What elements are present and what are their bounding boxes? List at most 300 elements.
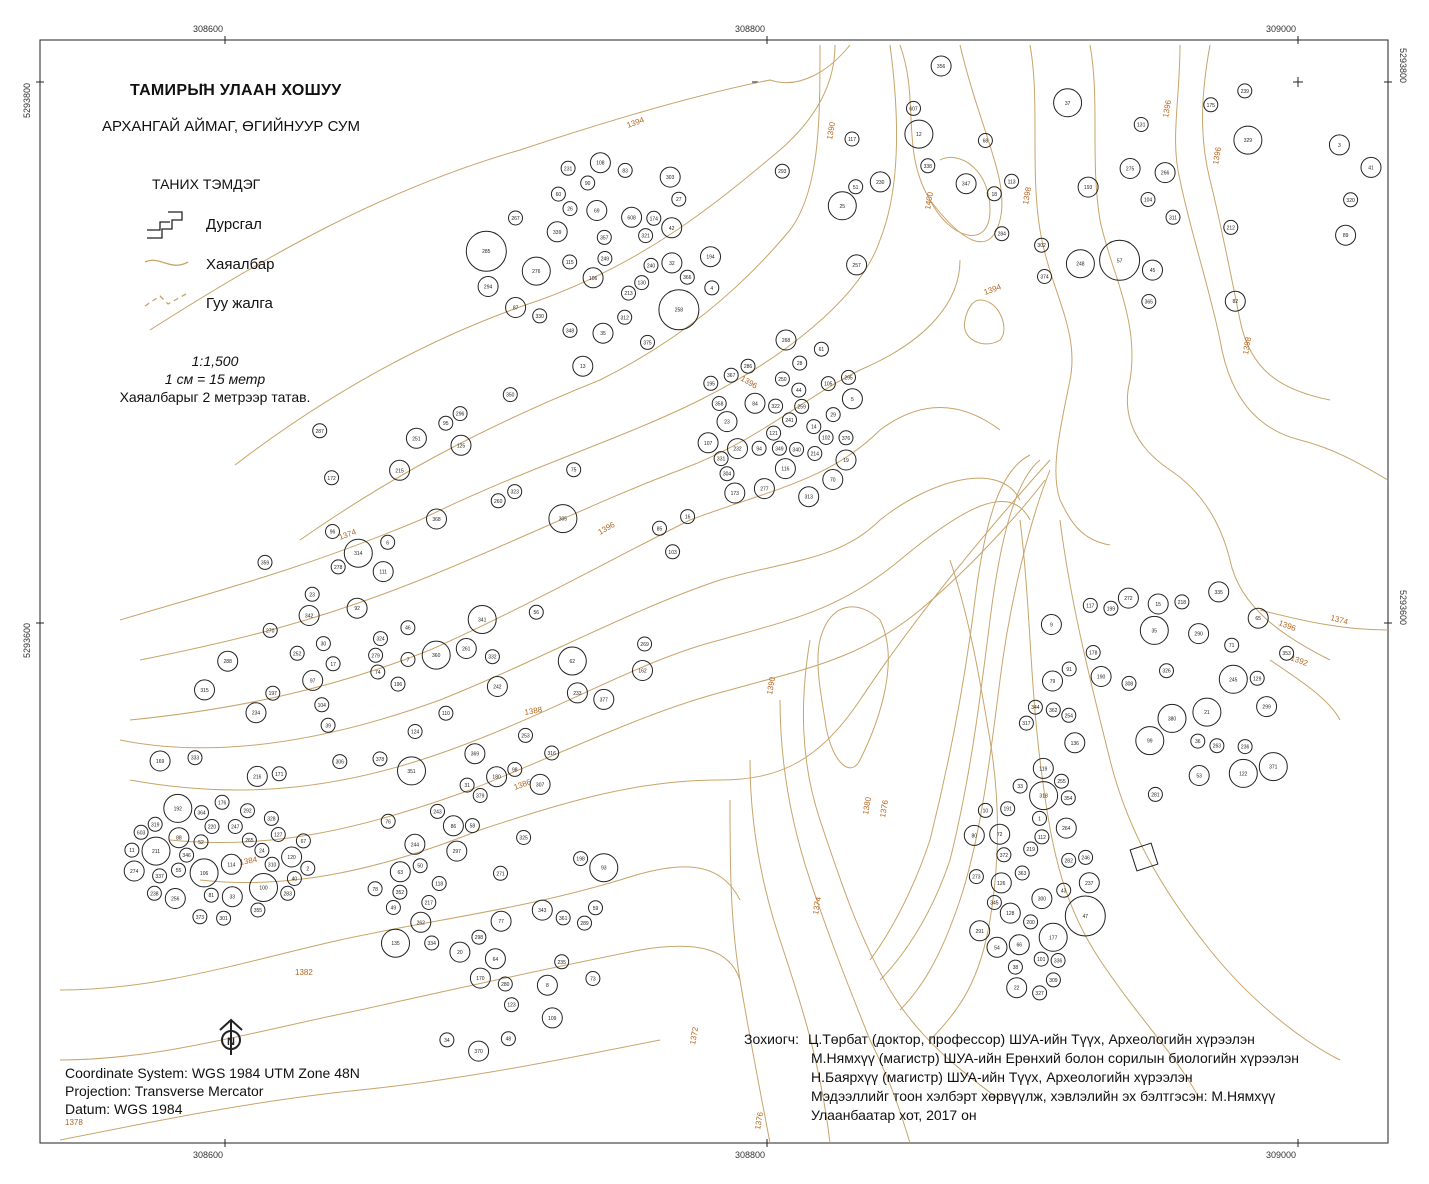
monument <box>590 854 618 882</box>
monument-number: 90 <box>584 181 591 187</box>
monument <box>1000 903 1020 923</box>
contour-line-icon <box>145 260 188 265</box>
monument-number: 135 <box>391 941 400 948</box>
monument <box>1007 978 1027 998</box>
monument <box>282 847 302 867</box>
monument-number: 108 <box>596 160 605 167</box>
monument-number: 200 <box>1026 919 1035 926</box>
monument <box>386 901 400 915</box>
monument <box>1141 193 1155 207</box>
monument <box>537 975 557 995</box>
monument <box>542 1008 562 1028</box>
monument <box>1100 240 1140 280</box>
contour-label: 1396 <box>1161 99 1174 119</box>
monument <box>450 942 470 962</box>
monument <box>1140 616 1168 644</box>
monument-number: 373 <box>195 914 205 921</box>
monument <box>333 755 347 769</box>
monument <box>635 276 649 290</box>
monument <box>647 211 661 225</box>
monument-number: 259 <box>797 404 806 411</box>
monument <box>775 164 789 178</box>
monument <box>583 268 603 288</box>
monument-number: 262 <box>416 920 425 927</box>
monument-number: 235 <box>557 959 566 966</box>
monument-number: 237 <box>1085 880 1094 887</box>
monument-number: 8 <box>546 983 549 990</box>
monument <box>819 431 833 445</box>
monument <box>931 56 951 76</box>
monument <box>1142 295 1156 309</box>
monument-number: 19 <box>843 458 849 464</box>
monument-number: 124 <box>410 729 420 736</box>
monument <box>826 408 840 422</box>
monument-number: 99 <box>1147 738 1153 745</box>
monument-number: 27 <box>676 197 682 204</box>
monument-number: 276 <box>532 269 541 276</box>
monument-number: 63 <box>397 869 404 876</box>
monument-number: 136 <box>1070 740 1079 747</box>
monument-number: 58 <box>469 823 476 830</box>
credits-label: Зохиогч: <box>744 1031 799 1047</box>
monument <box>1122 676 1136 690</box>
monument <box>618 163 632 177</box>
monument-number: 33 <box>229 894 236 901</box>
map-title: ТАМИРЫ̆Н УЛААН ХОШУУ <box>130 82 342 99</box>
monument <box>662 253 682 273</box>
monument <box>995 227 1009 241</box>
monument <box>1344 193 1358 207</box>
monument <box>551 187 565 201</box>
monument <box>1038 270 1052 284</box>
monument <box>509 211 523 225</box>
monument-number: 320 <box>1346 197 1355 204</box>
monument <box>1035 830 1049 844</box>
monument-number: 254 <box>1064 713 1073 720</box>
monument <box>205 820 219 834</box>
monument <box>978 134 992 148</box>
contour-label: 1390 <box>825 121 838 141</box>
monument-number: 191 <box>1003 806 1012 813</box>
monument <box>1078 177 1098 197</box>
monument <box>1155 163 1175 183</box>
monument <box>390 460 410 480</box>
monument <box>422 896 436 910</box>
monument <box>124 861 144 881</box>
monument <box>401 621 415 635</box>
monument-number: 284 <box>997 231 1006 238</box>
monument-number: 172 <box>327 475 336 482</box>
monument-number: 51 <box>852 184 859 191</box>
monument <box>622 207 642 227</box>
monument-number: 242 <box>493 684 502 691</box>
monument <box>849 180 863 194</box>
monument-number: 263 <box>1212 743 1222 750</box>
monument-number: 264 <box>1062 826 1071 833</box>
monument-number: 40 <box>291 876 298 883</box>
monument <box>987 896 1001 910</box>
monument <box>1034 952 1048 966</box>
monument-number: 126 <box>997 880 1006 887</box>
monument <box>491 911 511 931</box>
monument-number: 20 <box>457 950 463 957</box>
datum: Datum: WGS 1984 <box>65 1101 183 1117</box>
monument-number: 5 <box>851 396 854 403</box>
monument-number: 114 <box>227 862 236 869</box>
monument-number: 69 <box>594 208 600 215</box>
monument-number: 278 <box>334 564 343 571</box>
contour-label: 1374 <box>1329 613 1350 627</box>
monument <box>255 843 269 857</box>
contour-label: 1380 <box>861 796 874 816</box>
easting-label-bottom: 308800 <box>735 1150 766 1160</box>
monument-number: 335 <box>1214 589 1223 596</box>
monument-number: 52 <box>198 839 204 846</box>
monument <box>315 698 329 712</box>
monument-number: 130 <box>637 280 646 287</box>
monument <box>1191 734 1205 748</box>
coordinate-system: Coordinate System: WGS 1984 UTM Zone 48N <box>65 1065 360 1081</box>
monument <box>519 728 533 742</box>
monument <box>264 811 278 825</box>
monument <box>1210 739 1224 753</box>
monument <box>1005 174 1019 188</box>
monument-number: 36 <box>1195 739 1201 746</box>
monument-number: 31 <box>464 783 470 790</box>
monument-number: 260 <box>494 498 503 505</box>
contour-label: 1386 <box>512 777 533 792</box>
monument <box>1189 766 1209 786</box>
contour-label: 1382 <box>295 968 313 977</box>
monument-number: 102 <box>821 435 831 442</box>
monument <box>1250 671 1264 685</box>
monument-number: 269 <box>640 642 649 648</box>
monument <box>371 665 385 679</box>
northing-label-right: 5293600 <box>1398 590 1408 626</box>
monument-number: 64 <box>492 956 499 963</box>
monument <box>821 377 835 391</box>
north-arrow-letter: N <box>227 1036 235 1048</box>
contour-line <box>120 475 1020 748</box>
monument <box>567 463 581 477</box>
monument-number: 371 <box>1269 764 1278 771</box>
contour-label: 1394 <box>625 115 646 130</box>
monument <box>533 309 547 323</box>
monument-number: 100 <box>259 885 268 892</box>
monument <box>440 1033 454 1047</box>
scale-equivalence: 1 см = 15 метр <box>164 371 266 387</box>
monument <box>503 388 517 402</box>
monument-number: 195 <box>706 381 715 388</box>
monument <box>1024 915 1038 929</box>
monument-number: 82 <box>1232 299 1239 306</box>
contour-line <box>130 498 1030 790</box>
monument <box>505 998 519 1012</box>
monument <box>847 255 867 275</box>
monument <box>970 921 990 941</box>
monument-number: 301 <box>219 916 228 923</box>
monument <box>823 470 843 490</box>
monument-number: 377 <box>599 697 608 704</box>
monument-number: 4 <box>710 285 714 292</box>
monument-number: 85 <box>656 526 663 533</box>
monument-number: 331 <box>716 456 726 463</box>
monument-number: 348 <box>565 328 575 335</box>
contour-label: 1396 <box>1211 146 1224 166</box>
monument-number: 266 <box>1160 170 1170 177</box>
monument-number: 18 <box>991 191 998 198</box>
monument <box>563 202 577 216</box>
monument-number: 218 <box>1177 599 1187 606</box>
monument-number: 250 <box>778 377 787 383</box>
monument-number: 243 <box>433 809 442 816</box>
monument <box>460 778 474 792</box>
contour-line <box>60 946 740 1060</box>
monument-number: 87 <box>512 305 519 312</box>
monument-number: 296 <box>455 411 465 418</box>
monument <box>618 310 632 324</box>
monument-number: 336 <box>1053 958 1063 965</box>
monument-number: 43 <box>1060 888 1067 895</box>
monument <box>659 290 699 330</box>
monument <box>1001 802 1015 816</box>
credits-line: Ц.Төрбат (доктор, профессор) ШУА-ийн Түүх, Археологийн хүрээлэн <box>808 1031 1255 1047</box>
monument-number: 378 <box>375 756 385 763</box>
monument <box>147 886 161 900</box>
monument <box>842 389 862 409</box>
monument <box>456 639 476 659</box>
monument-number: 37 <box>1064 100 1071 107</box>
monument-number: 216 <box>253 774 262 781</box>
monument <box>218 651 238 671</box>
monument-number: 362 <box>1049 707 1058 714</box>
monument <box>1032 889 1052 909</box>
monument <box>408 725 422 739</box>
monument-number: 65 <box>1255 616 1261 623</box>
monument <box>451 435 471 455</box>
credits-line: Мэдээллийг тоон хэлбэрт хөрвүүлж, хэвлэлийн эх бэлтгэсэн: М.Нямхүү <box>811 1088 1276 1104</box>
monument-number: 315 <box>200 687 209 694</box>
monument <box>164 794 192 822</box>
monument-number: 81 <box>208 893 215 900</box>
monument <box>839 431 853 445</box>
monument-number: 178 <box>1089 650 1098 657</box>
monument-number: 214 <box>810 451 819 458</box>
monument-number: 117 <box>848 137 856 143</box>
monument <box>188 751 202 765</box>
monument <box>142 837 170 865</box>
monument <box>501 1032 515 1046</box>
monument-number: 310 <box>267 862 277 869</box>
monument <box>453 407 467 421</box>
monument-number: 275 <box>1125 166 1135 173</box>
contour-line <box>1176 45 1388 480</box>
monument <box>272 767 286 781</box>
monument-number: 94 <box>756 446 762 453</box>
monument-number: 70 <box>830 477 836 484</box>
monument <box>251 903 265 917</box>
monument <box>1238 84 1252 98</box>
monument-number: 356 <box>936 64 946 70</box>
monument-number: 304 <box>722 471 732 478</box>
monument-number: 86 <box>450 823 457 830</box>
monument-number: 261 <box>462 646 471 653</box>
monument <box>150 751 170 771</box>
monument <box>373 752 387 766</box>
monument-number: 14 <box>811 424 817 431</box>
monument-number: 245 <box>1229 677 1238 684</box>
monument <box>487 677 507 697</box>
monument <box>398 757 426 785</box>
monument-number: 372 <box>999 852 1009 859</box>
monument-number: 364 <box>197 810 206 817</box>
monument-number: 194 <box>706 254 715 261</box>
monument <box>221 854 241 874</box>
monument <box>978 803 992 817</box>
monument <box>265 857 279 871</box>
monument <box>728 439 748 459</box>
monument-number: 198 <box>576 856 585 863</box>
monument-number: 62 <box>569 659 576 665</box>
monument-number: 93 <box>601 865 607 872</box>
monument <box>717 412 737 432</box>
monument <box>1043 671 1063 691</box>
monument-number: 283 <box>283 891 292 898</box>
monument-number: 57 <box>1116 258 1123 265</box>
monument-number: 92 <box>354 606 360 613</box>
monument-number: 75 <box>570 467 577 474</box>
monument-number: 351 <box>407 768 416 775</box>
monument-number: 366 <box>683 275 692 282</box>
contour-label: 1396 <box>596 520 617 537</box>
monument <box>494 866 508 880</box>
contour-lines <box>60 45 1388 1143</box>
monument <box>1065 733 1085 753</box>
legend-label-monument: Дурсгал <box>206 216 262 233</box>
monument-number: 268 <box>781 338 791 344</box>
monument <box>1066 250 1094 278</box>
monument <box>473 789 487 803</box>
monument-number: 318 <box>1039 793 1048 800</box>
monument <box>921 159 935 173</box>
monument <box>466 231 506 271</box>
monument-number: 55 <box>175 868 182 875</box>
monument <box>313 424 327 438</box>
contour-label: 1394 <box>982 282 1003 297</box>
monument-number: 238 <box>150 891 159 898</box>
contour-label: 1400 <box>923 191 936 211</box>
monument <box>1259 753 1287 781</box>
monument <box>905 120 933 148</box>
monument-number: 376 <box>841 435 851 442</box>
monument-number: 330 <box>535 313 544 320</box>
monument-number: 316 <box>547 751 556 757</box>
monument-number: 247 <box>231 824 240 831</box>
monument <box>368 882 382 896</box>
northing-label-right: 5293800 <box>1398 48 1408 84</box>
monument-number: 340 <box>792 447 801 454</box>
monument-number: 328 <box>267 816 276 823</box>
monument <box>1148 594 1168 614</box>
credits-line: Н.Баярхүү (магистр) ШУА-ийн Түүх, Археологийн хүрээлэн <box>811 1069 1193 1085</box>
monument <box>997 848 1011 862</box>
monument <box>172 863 186 877</box>
monument-number: 341 <box>478 617 487 624</box>
monument <box>1118 588 1138 608</box>
monument <box>1204 98 1218 112</box>
monument-number: 192 <box>173 806 182 813</box>
monument <box>382 929 410 957</box>
monument <box>316 637 330 651</box>
monument-number: 16 <box>684 514 691 521</box>
monument-number: 274 <box>130 869 139 875</box>
monument <box>498 977 512 991</box>
monument-number: 106 <box>588 275 598 282</box>
monument <box>1104 601 1118 615</box>
monument-number: 3 <box>1338 142 1341 149</box>
monument-number: 177 <box>1049 935 1058 942</box>
monument <box>478 277 498 297</box>
monument <box>469 1041 489 1061</box>
monument-number: 66 <box>1016 942 1023 949</box>
contour-line <box>880 460 1040 980</box>
monument-number: 354 <box>1064 795 1073 802</box>
monument <box>1054 89 1082 117</box>
monument-number: 295 <box>844 375 853 382</box>
monument-number: 281 <box>1151 792 1160 799</box>
credits-block <box>744 1030 1299 1125</box>
monument-number: 333 <box>190 755 200 762</box>
monument <box>653 521 667 535</box>
monument <box>491 494 505 508</box>
monument <box>190 859 218 887</box>
monument <box>1065 896 1105 936</box>
monument <box>508 485 522 499</box>
monument <box>593 323 613 343</box>
monument <box>447 841 467 861</box>
monument-number: 363 <box>1018 871 1027 877</box>
monument <box>326 525 340 539</box>
monument-number: 603 <box>136 830 146 837</box>
monument-number: 248 <box>1076 261 1085 268</box>
monument <box>754 479 774 499</box>
monument-number: 240 <box>646 263 656 270</box>
monument-number: 360 <box>432 653 441 660</box>
monument <box>1039 923 1067 951</box>
monument <box>1056 818 1076 838</box>
monument <box>704 376 718 390</box>
monument <box>991 873 1011 893</box>
monument-number: 176 <box>217 800 227 807</box>
monument <box>776 330 796 350</box>
monument-number: 317 <box>1022 721 1031 728</box>
monument <box>964 825 984 845</box>
monument <box>522 257 550 285</box>
monument-number: 309 <box>1049 977 1058 984</box>
monument <box>639 229 653 243</box>
monument-number: 342 <box>304 613 314 620</box>
monument <box>563 255 577 269</box>
monument-number: 9 <box>1050 622 1053 629</box>
monument <box>1219 665 1247 693</box>
monument-number: 120 <box>287 855 296 861</box>
monument <box>836 450 856 470</box>
monument <box>641 335 655 349</box>
monument-number: 246 <box>1081 855 1090 862</box>
monument-number: 199 <box>1106 606 1116 613</box>
monument <box>1062 708 1076 722</box>
monument-number: 299 <box>1262 704 1271 711</box>
